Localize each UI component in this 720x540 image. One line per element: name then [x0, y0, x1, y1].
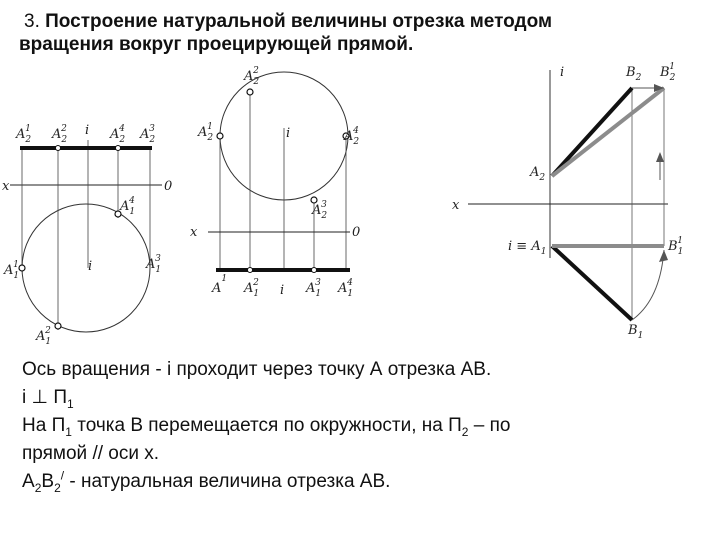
point [248, 268, 253, 273]
label-a23-mid: $A_23$ [312, 200, 328, 221]
label-a12-left: $A_12$ [36, 326, 52, 347]
label-a21: A [16, 127, 26, 142]
segment-a1b1 [552, 246, 632, 320]
arrow-icon [656, 152, 664, 162]
segment-a2b21-true-length [552, 88, 664, 176]
svg-text:A22: $A_22$ [52, 124, 68, 145]
figure-left [2, 123, 172, 347]
text-line-3: На $П_1$ точка В перемещается по окружности, на $П_2$ – по [22, 415, 511, 439]
label-a21-mid: $A_21$ [198, 122, 214, 143]
svg-text:A1: $A^1$ [212, 274, 228, 296]
explanation-text [22, 356, 712, 496]
label-b1: $B_1$ [628, 323, 644, 341]
point [56, 146, 61, 151]
label-b21: $B_21$ [660, 62, 676, 83]
label-a2-right: $A_2$ [530, 165, 546, 183]
label-a14-left: $A_14$ [120, 196, 136, 217]
point [116, 146, 121, 151]
point [312, 268, 317, 273]
point-a11 [19, 265, 25, 271]
point-a12 [55, 323, 61, 329]
label-a23: A [140, 127, 150, 142]
label-i-center-left: i [88, 259, 93, 274]
svg-text:A12: $A_12$ [244, 278, 260, 299]
point-a21 [217, 133, 223, 139]
label-a11-left: $A_11$ [4, 260, 20, 281]
label-a24-mid: $A_24$ [344, 126, 360, 147]
text-line-1: Ось вращения - i проходит через точку А отрезка АВ. [22, 359, 492, 380]
svg-text:i: i [280, 283, 285, 298]
text-line-2: i ⊥ $П_1$ [22, 387, 74, 411]
figure-right [452, 62, 683, 341]
top-labels-left [15, 123, 155, 145]
point-a22 [247, 89, 253, 95]
title-number: 3. [24, 11, 40, 32]
svg-text:A13: $A_13$ [306, 278, 322, 299]
title-line1: Построение натуральной величины отрезка методом [45, 11, 553, 32]
svg-text:A21: $A_21$ [16, 124, 32, 145]
axis-x-label-right: x [452, 198, 460, 213]
arrow-icon [659, 250, 668, 262]
label-a22: A [52, 127, 62, 142]
label-a24: A [110, 127, 120, 142]
svg-text:A24: $A_24$ [110, 124, 126, 145]
text-line-5: $А_2В_2^/$ - натуральная величина отрезка АВ. [22, 468, 391, 495]
label-b11: $B_11$ [668, 236, 684, 257]
label-i-top: i [85, 123, 90, 138]
figure-middle [190, 66, 360, 299]
segment-a2b2 [552, 88, 632, 176]
label-i-right: i [560, 65, 565, 80]
label-b2: $B_2$ [626, 65, 642, 83]
title-line2: вращения вокруг проецирующей прямой. [19, 34, 414, 55]
axis-0-label-left: 0 [164, 179, 173, 194]
axis-x-label-mid: x [190, 225, 198, 240]
label-a22-mid: $A_22$ [244, 66, 260, 87]
label-i-mid: i [286, 126, 291, 141]
svg-text:A14: $A_14$ [338, 278, 354, 299]
rotation-circle-horizontal [22, 204, 150, 332]
bottom-labels-mid [211, 274, 353, 299]
axis-0-label-mid: 0 [352, 225, 361, 240]
rotation-arc [632, 250, 664, 320]
label-a13-left: $A_13$ [146, 254, 162, 275]
svg-text:A23: $A_23$ [140, 124, 156, 145]
text-line-4: прямой // оси х. [22, 443, 160, 464]
label-i-eq-a1: $i \equiv A_1$ [508, 239, 547, 257]
axis-x-label-left: x [2, 179, 10, 194]
